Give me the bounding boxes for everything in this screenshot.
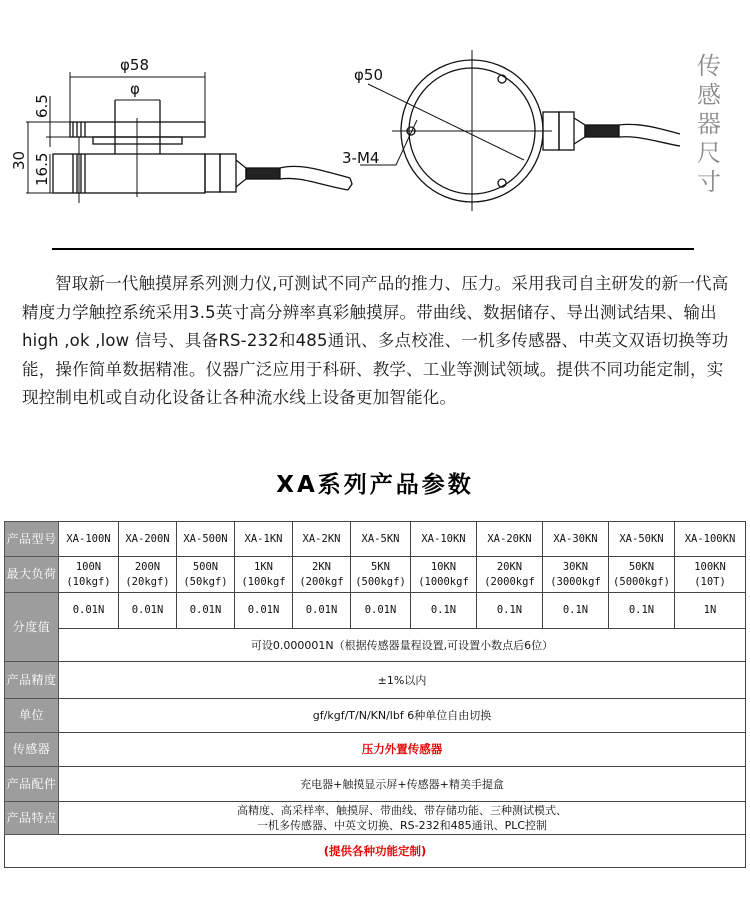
- row-features: [5, 802, 746, 835]
- section-divider: [52, 248, 694, 250]
- model-cell: XA-10KN: [411, 522, 477, 557]
- max-load-cell: [351, 557, 411, 593]
- row-label-model: 产品型号: [5, 522, 59, 557]
- max-load-cell: [543, 557, 609, 593]
- load-kgf: (1000kgf: [418, 575, 469, 588]
- load-kgf: (2000kgf: [484, 575, 535, 588]
- dim-total-height: 30: [10, 150, 28, 170]
- load-kgf: (50kgf): [183, 575, 228, 588]
- load-kgf: (20kgf): [125, 575, 170, 588]
- title-char: 寸: [697, 168, 721, 196]
- row-custom: [5, 835, 746, 868]
- title-char: 感: [697, 81, 721, 109]
- spec-table: [4, 521, 746, 868]
- model-cell: XA-5KN: [351, 522, 411, 557]
- max-load-cell: [59, 557, 119, 593]
- dim-body-height: 16.5: [33, 152, 51, 186]
- max-load-cell: [411, 557, 477, 593]
- custom-note: (提供各种功能定制): [5, 835, 746, 868]
- model-cell: XA-1KN: [235, 522, 293, 557]
- top-view-drawing: [360, 50, 680, 211]
- load-value: 50KN: [628, 560, 655, 573]
- max-load-cell: [177, 557, 235, 593]
- spec-section-title: XA系列产品参数: [276, 472, 474, 498]
- resolution-cell: 0.01N: [293, 593, 351, 629]
- load-value: 20KN: [496, 560, 523, 573]
- max-load-cell: [119, 557, 177, 593]
- row-label-accessories: 产品配件: [5, 767, 59, 802]
- model-cell: XA-30KN: [543, 522, 609, 557]
- resolution-cell: 0.01N: [351, 593, 411, 629]
- model-cell: XA-2KN: [293, 522, 351, 557]
- max-load-cell: [235, 557, 293, 593]
- row-unit: [5, 699, 746, 733]
- features-line: 高精度、高采样率、触摸屏、带曲线、带存储功能、三种测试模式、: [237, 804, 567, 817]
- features-value: [59, 802, 746, 835]
- row-accessories: [5, 767, 746, 802]
- dim-outer-diameter: φ58: [120, 56, 149, 74]
- accuracy-value: ±1%以内: [59, 662, 746, 699]
- accessories-value: 充电器+触摸显示屏+传感器+精美手提盒: [59, 767, 746, 802]
- resolution-cell: 0.1N: [543, 593, 609, 629]
- load-kgf: (100kgf: [241, 575, 286, 588]
- max-load-cell: [293, 557, 351, 593]
- unit-value: gf/kgf/T/N/KN/lbf 6种单位自由切换: [59, 699, 746, 733]
- row-resolution-note: [5, 629, 746, 662]
- features-line: 一机多传感器、中英文切换、RS-232和485通讯、PLC控制: [256, 819, 548, 832]
- load-value: 30KN: [562, 560, 589, 573]
- sensor-dimension-drawing: [0, 0, 750, 240]
- row-label-features: 产品特点: [5, 802, 59, 835]
- load-value: 2KN: [312, 560, 331, 573]
- load-value: 200N: [134, 560, 161, 573]
- resolution-note: 可设0.000001N（根据传感器量程设置,可设置小数点后6位）: [59, 629, 746, 662]
- resolution-cell: 0.1N: [411, 593, 477, 629]
- row-resolution: [5, 593, 746, 629]
- max-load-cell: [609, 557, 675, 593]
- resolution-cell: 0.1N: [477, 593, 543, 629]
- load-value: 100KN: [694, 560, 726, 573]
- resolution-cell: 0.1N: [609, 593, 675, 629]
- row-label-sensor: 传感器: [5, 733, 59, 767]
- load-value: 500N: [192, 560, 219, 573]
- sensor-value: 压力外置传感器: [59, 733, 746, 767]
- row-max-load: [5, 557, 746, 593]
- load-kgf: (500kgf): [355, 575, 406, 588]
- title-char: 器: [697, 110, 721, 138]
- max-load-cell: [477, 557, 543, 593]
- resolution-cell: 0.01N: [119, 593, 177, 629]
- resolution-cell: 0.01N: [59, 593, 119, 629]
- load-value: 10KN: [430, 560, 457, 573]
- resolution-cell: 0.01N: [177, 593, 235, 629]
- row-accuracy: [5, 662, 746, 699]
- load-kgf: (5000kgf): [613, 575, 670, 588]
- load-kgf: (200kgf: [299, 575, 344, 588]
- max-load-cell: [675, 557, 746, 593]
- title-char: 尺: [697, 139, 721, 167]
- intro-paragraph: 智取新一代触摸屏系列测力仪,可测试不同产品的推力、压力。采用我司自主研发的新一代高精度力学触控系统采用3.5英寸高分辨率真彩触摸屏。带曲线、数据储存、导出测试结果、输出 high ,ok ,low 信号、具备RS-232和485通讯、多点校准、一机多传感器、中英文双语切换等功能，操作简单数据精准。仪器广泛应用于科研、教学、工业等测试领域。提供不同功能定制，实现控制电机或自动化设备让各种流水线上设备更加智能化。: [22, 274, 729, 408]
- model-cell: XA-200N: [119, 522, 177, 557]
- load-kgf: (10kgf): [66, 575, 111, 588]
- row-label-accuracy: 产品精度: [5, 662, 59, 699]
- product-introduction: [22, 270, 737, 413]
- load-value: 5KN: [371, 560, 390, 573]
- resolution-cell: 0.01N: [235, 593, 293, 629]
- model-cell: XA-500N: [177, 522, 235, 557]
- row-model: [5, 522, 746, 557]
- model-cell: XA-50KN: [609, 522, 675, 557]
- dim-inner-diameter: φ: [130, 80, 140, 98]
- sensor-dimension-title: [694, 52, 724, 197]
- row-sensor: [5, 733, 746, 767]
- row-label-max-load: 最大负荷: [5, 557, 59, 593]
- model-cell: XA-100KN: [675, 522, 746, 557]
- load-kgf: (10T): [694, 575, 726, 588]
- row-label-resolution: 分度值: [5, 593, 59, 662]
- load-value: 100N: [75, 560, 102, 573]
- dim-top-height: 6.5: [33, 94, 51, 118]
- load-value: 1KN: [254, 560, 273, 573]
- model-cell: XA-20KN: [477, 522, 543, 557]
- top-view-dimension-labels: [342, 66, 383, 167]
- title-char: 传: [697, 52, 721, 80]
- sensor-body: [53, 154, 205, 193]
- side-view-drawing: [26, 72, 352, 203]
- model-cell: XA-100N: [59, 522, 119, 557]
- row-label-unit: 单位: [5, 699, 59, 733]
- resolution-cell: 1N: [675, 593, 746, 629]
- dim-top-diameter: φ50: [354, 66, 383, 84]
- load-kgf: (3000kgf: [550, 575, 601, 588]
- dim-mounting-holes: 3-M4: [342, 149, 380, 167]
